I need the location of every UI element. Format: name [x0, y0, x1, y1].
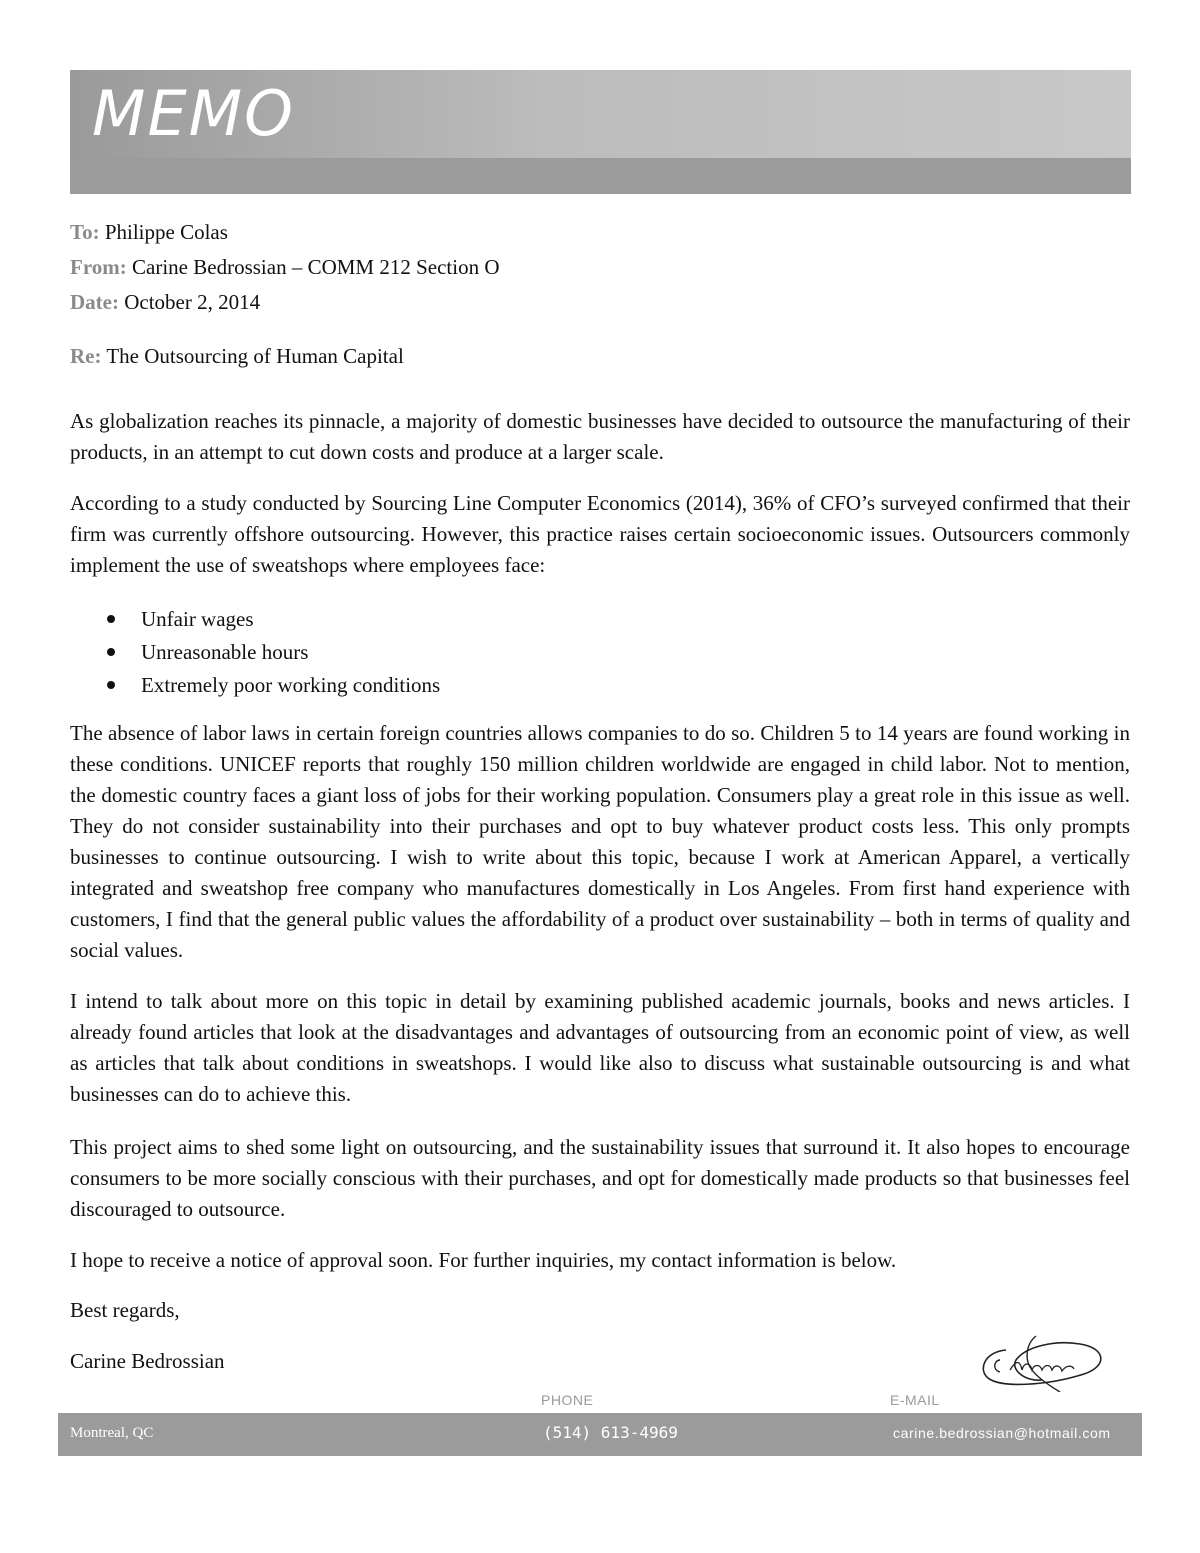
email-label: E-MAIL: [890, 1392, 940, 1408]
signer-name: Carine Bedrossian: [70, 1349, 225, 1373]
memo-to-line: [70, 219, 228, 245]
list-item: [70, 604, 440, 637]
to-value: Philippe Colas: [104, 220, 228, 244]
list-item-text: Extremely poor working conditions: [141, 673, 441, 697]
signature-image: [976, 1330, 1111, 1392]
date-label: Date:: [70, 290, 119, 314]
to-label: To:: [70, 220, 100, 244]
list-item: [70, 670, 440, 703]
issue-list: [70, 604, 440, 703]
list-item: [70, 637, 440, 670]
footer-phone: (514) 613-4969: [543, 1423, 678, 1442]
date-value: October 2, 2014: [124, 290, 261, 314]
footer-email[interactable]: carine.bedrossian@hotmail.com: [893, 1425, 1111, 1441]
list-item-text: Unfair wages: [141, 607, 254, 631]
body-paragraph-1: As globalization reaches its pinnacle, a majority of domestic businesses have decided to outsource the manufacturing of their products, in an attempt to cut down costs and produce at a larger scale.: [70, 409, 1130, 464]
memo-re-line: [70, 343, 404, 369]
list-item-text: Unreasonable hours: [141, 640, 309, 664]
body-paragraph-5: This project aims to shed some light on outsourcing, and the sustainability issues that surround it. It also hopes to encourage consumers to be more socially conscious with their purchases, and opt for domestically made products so that businesses feel discouraged to outsource.: [70, 1135, 1130, 1221]
body-paragraph-2: According to a study conducted by Sourcing Line Computer Economics (2014), 36% of CFO’s surveyed confirmed that their firm was currently offshore outsourcing. However, this practice raises certain socioeconomic issues. Outsourcers commonly implement the use of sweatshops where employees face:: [70, 491, 1130, 577]
re-value: The Outsourcing of Human Capital: [106, 344, 404, 368]
body-paragraph-3: The absence of labor laws in certain foreign countries allows companies to do so. Children 5 to 14 years are found working in these conditions. UNICEF reports that roughly 150 million children worldwide are engaged in child labor. Not to mention, the domestic country faces a giant loss of jobs for their working population. Consumers play a great role in this issue as well. They do not consider sustainability into their purchases and opt to buy whatever product costs less. This only prompts businesses to continue outsourcing. I wish to write about this topic, because I work at American Apparel, a vertically integrated and sweatshop free company who manufactures domestically in Los Angeles. From first hand experience with customers, I find that the general public values the affordability of a product over sustainability – both in terms of quality and social values.: [70, 721, 1130, 962]
from-label: From:: [70, 255, 127, 279]
memo-date-line: [70, 289, 260, 315]
phone-label: PHONE: [541, 1392, 594, 1408]
bullet-icon: [107, 615, 115, 623]
body-paragraph-4: I intend to talk about more on this topic in detail by examining published academic journals, books and news articles. I already found articles that look at the disadvantages and advantages of outsourcing from an economic point of view, as well as articles that talk about conditions in sweatshops. I would like also to discuss what sustainable outsourcing is and what businesses can do to achieve this.: [70, 989, 1130, 1106]
bullet-icon: [107, 681, 115, 689]
memo-title: MEMO: [92, 77, 295, 150]
bullet-icon: [107, 648, 115, 656]
closing-text: Best regards,: [70, 1298, 180, 1322]
memo-from-line: [70, 254, 500, 280]
body-paragraph-6: I hope to receive a notice of approval soon. For further inquiries, my contact information is below.: [70, 1248, 897, 1272]
footer-location: Montreal, QC: [70, 1425, 154, 1441]
header-bar: [70, 158, 1131, 194]
from-value: Carine Bedrossian – COMM 212 Section O: [132, 255, 500, 279]
re-label: Re:: [70, 344, 102, 368]
